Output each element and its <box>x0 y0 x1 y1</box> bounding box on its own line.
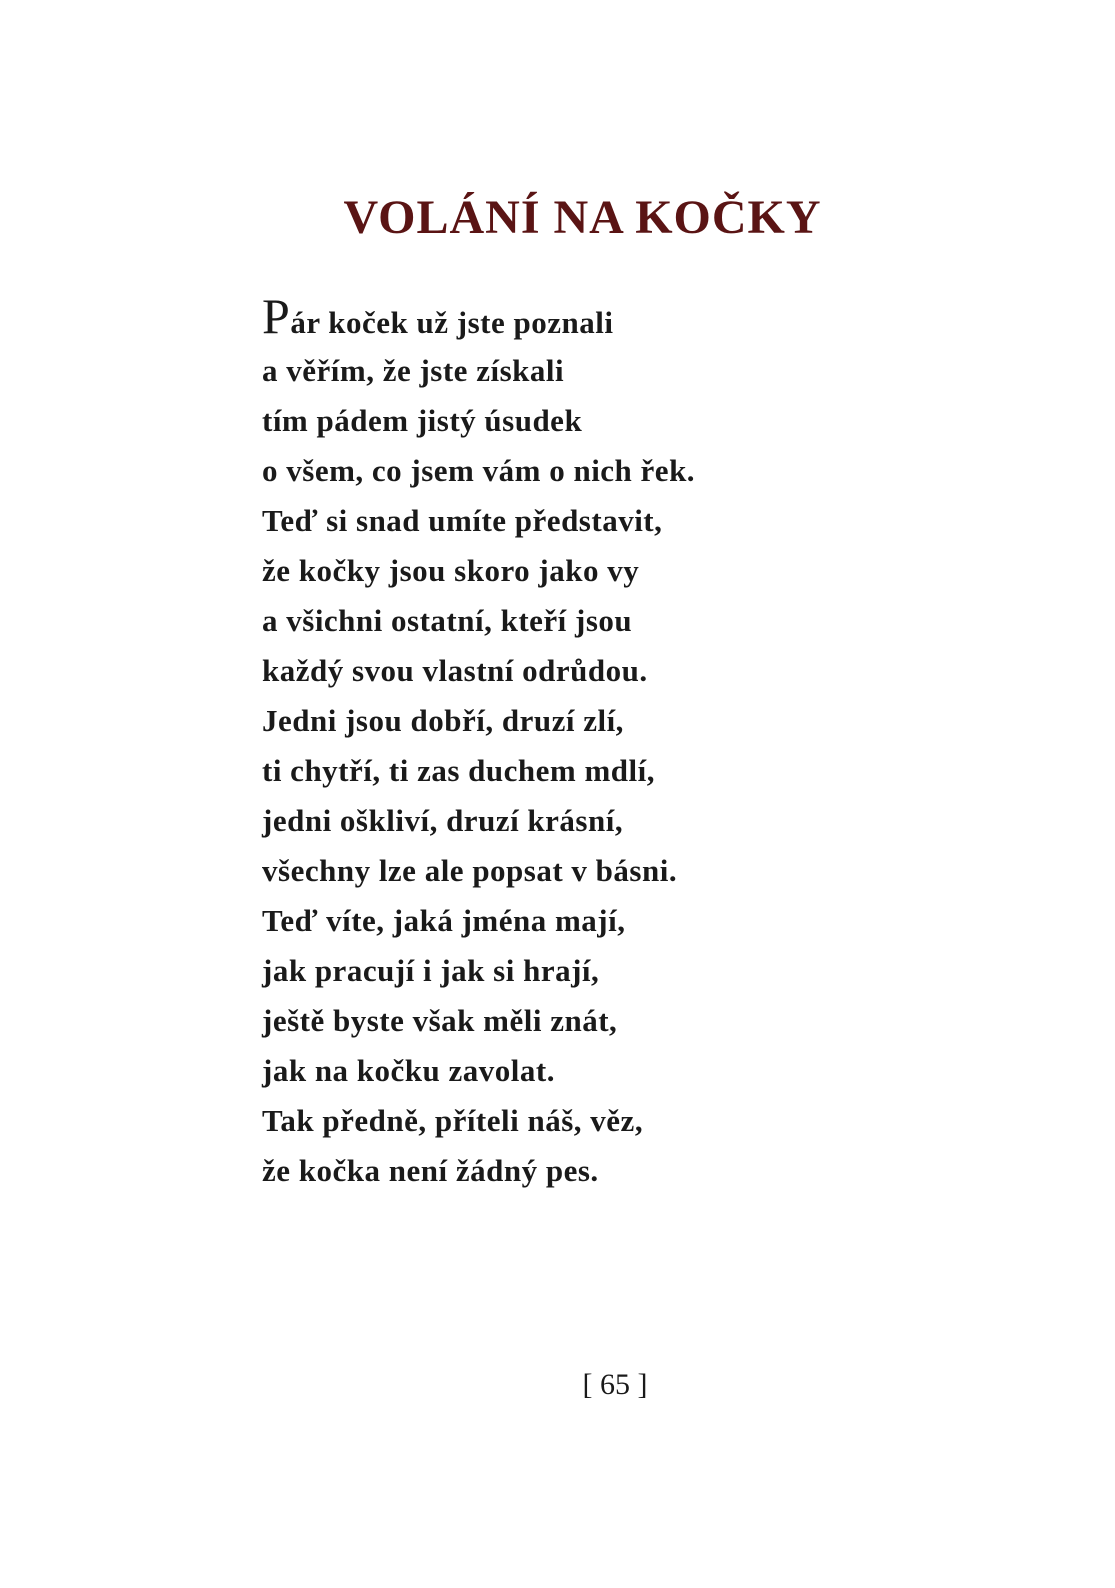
poem-title: VOLÁNÍ NA KOČKY <box>343 191 822 244</box>
poem-line: o všem, co jsem vám o nich řek. <box>262 453 696 488</box>
drop-cap-initial: P <box>262 288 291 344</box>
poem-line: a všichni ostatní, kteří jsou <box>262 603 633 638</box>
poem-line: Tak předně, příteli náš, věz, <box>262 1103 644 1138</box>
poem-line: že kočky jsou skoro jako vy <box>262 553 640 588</box>
poem-line: a věřím, že jste získali <box>262 353 565 388</box>
poem-line: Teď víte, jaká jména mají, <box>262 903 626 938</box>
poem-line: jedni oškliví, druzí krásní, <box>262 803 624 838</box>
poem-line: ti chytří, ti zas duchem mdlí, <box>262 753 655 788</box>
poem-line: tím pádem jistý úsudek <box>262 403 583 438</box>
poem-line: Jedni jsou dobří, druzí zlí, <box>262 703 624 738</box>
poem-line-first <box>262 288 962 346</box>
poem-line: každý svou vlastní odrůdou. <box>262 653 648 688</box>
poem-line-first-rest: ár koček už jste poznali <box>290 305 614 340</box>
page-number: [ 65 ] <box>582 1368 648 1401</box>
poem-line: všechny lze ale popsat v básni. <box>262 853 678 888</box>
poem-body <box>262 288 962 1196</box>
poem-line: Teď si snad umíte představit, <box>262 503 663 538</box>
poem-line: ještě byste však měli znát, <box>262 1003 618 1038</box>
poem-line: jak na kočku zavolat. <box>262 1053 555 1088</box>
poem-line: jak pracují i jak si hrají, <box>262 953 600 988</box>
poem-line: že kočka není žádný pes. <box>262 1153 599 1188</box>
